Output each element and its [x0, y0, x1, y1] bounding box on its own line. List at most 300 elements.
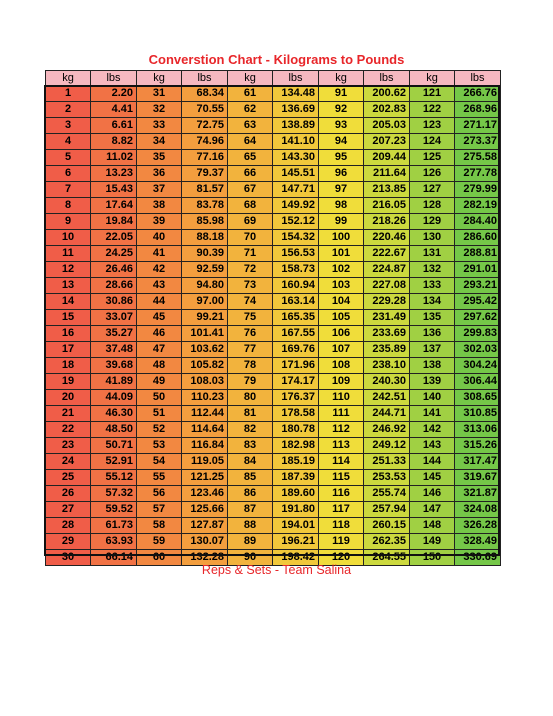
kg-cell: 49 — [137, 374, 182, 390]
lbs-cell: 279.99 — [455, 182, 501, 198]
table-row — [46, 374, 501, 390]
table-row — [46, 150, 501, 166]
lbs-cell: 97.00 — [182, 294, 228, 310]
kg-cell: 142 — [410, 422, 455, 438]
lbs-cell: 149.92 — [273, 198, 319, 214]
kg-cell: 88 — [228, 518, 273, 534]
kg-cell: 101 — [319, 246, 364, 262]
lbs-cell: 306.44 — [455, 374, 501, 390]
kg-cell: 85 — [228, 470, 273, 486]
kg-cell: 47 — [137, 342, 182, 358]
lbs-cell: 182.98 — [273, 438, 319, 454]
kg-cell: 35 — [137, 150, 182, 166]
kg-cell: 26 — [46, 486, 91, 502]
lbs-cell: 125.66 — [182, 502, 228, 518]
lbs-cell: 158.73 — [273, 262, 319, 278]
lbs-cell: 227.08 — [364, 278, 410, 294]
lbs-cell: 112.44 — [182, 406, 228, 422]
kg-cell: 145 — [410, 470, 455, 486]
lbs-cell: 160.94 — [273, 278, 319, 294]
lbs-cell: 317.47 — [455, 454, 501, 470]
kg-cell: 73 — [228, 278, 273, 294]
kg-cell: 138 — [410, 358, 455, 374]
lbs-cell: 50.71 — [91, 438, 137, 454]
lbs-cell: 163.14 — [273, 294, 319, 310]
lbs-cell: 180.78 — [273, 422, 319, 438]
lbs-cell: 315.26 — [455, 438, 501, 454]
table-row — [46, 86, 501, 102]
kg-cell: 135 — [410, 310, 455, 326]
lbs-cell: 198.42 — [273, 550, 319, 566]
lbs-cell: 13.23 — [91, 166, 137, 182]
kg-cell: 120 — [319, 550, 364, 566]
kg-cell: 97 — [319, 182, 364, 198]
lbs-cell: 136.69 — [273, 102, 319, 118]
kg-cell: 129 — [410, 214, 455, 230]
lbs-cell: 154.32 — [273, 230, 319, 246]
table-row — [46, 438, 501, 454]
column-header-lbs: lbs — [182, 71, 228, 86]
lbs-cell: 66.14 — [91, 550, 137, 566]
kg-cell: 13 — [46, 278, 91, 294]
kg-cell: 102 — [319, 262, 364, 278]
column-header-lbs: lbs — [455, 71, 501, 86]
lbs-cell: 19.84 — [91, 214, 137, 230]
kg-cell: 87 — [228, 502, 273, 518]
lbs-cell: 275.58 — [455, 150, 501, 166]
footer-credit: Reps & Sets - Team Salina — [201, 563, 352, 577]
kg-cell: 96 — [319, 166, 364, 182]
lbs-cell: 121.25 — [182, 470, 228, 486]
kg-cell: 72 — [228, 262, 273, 278]
kg-cell: 71 — [228, 246, 273, 262]
kg-cell: 126 — [410, 166, 455, 182]
lbs-cell: 229.28 — [364, 294, 410, 310]
kg-cell: 58 — [137, 518, 182, 534]
kg-cell: 63 — [228, 118, 273, 134]
kg-cell: 92 — [319, 102, 364, 118]
lbs-cell: 262.35 — [364, 534, 410, 550]
lbs-cell: 273.37 — [455, 134, 501, 150]
lbs-cell: 41.89 — [91, 374, 137, 390]
lbs-cell: 28.66 — [91, 278, 137, 294]
table-row — [46, 470, 501, 486]
kg-cell: 65 — [228, 150, 273, 166]
kg-cell: 108 — [319, 358, 364, 374]
kg-cell: 89 — [228, 534, 273, 550]
table-row — [46, 518, 501, 534]
lbs-cell: 145.51 — [273, 166, 319, 182]
kg-cell: 81 — [228, 406, 273, 422]
kg-cell: 5 — [46, 150, 91, 166]
kg-cell: 57 — [137, 502, 182, 518]
lbs-cell: 200.62 — [364, 86, 410, 102]
kg-cell: 15 — [46, 310, 91, 326]
lbs-cell: 209.44 — [364, 150, 410, 166]
lbs-cell: 63.93 — [91, 534, 137, 550]
kg-cell: 95 — [319, 150, 364, 166]
lbs-cell: 319.67 — [455, 470, 501, 486]
table-row — [46, 310, 501, 326]
kg-cell: 116 — [319, 486, 364, 502]
kg-cell: 56 — [137, 486, 182, 502]
lbs-cell: 59.52 — [91, 502, 137, 518]
kg-cell: 148 — [410, 518, 455, 534]
lbs-cell: 94.80 — [182, 278, 228, 294]
kg-cell: 143 — [410, 438, 455, 454]
kg-cell: 131 — [410, 246, 455, 262]
kg-cell: 28 — [46, 518, 91, 534]
lbs-cell: 52.91 — [91, 454, 137, 470]
kg-cell: 42 — [137, 262, 182, 278]
kg-cell: 62 — [228, 102, 273, 118]
lbs-cell: 235.89 — [364, 342, 410, 358]
kg-cell: 132 — [410, 262, 455, 278]
lbs-cell: 238.10 — [364, 358, 410, 374]
kg-cell: 118 — [319, 518, 364, 534]
lbs-cell: 224.87 — [364, 262, 410, 278]
lbs-cell: 61.73 — [91, 518, 137, 534]
kg-cell: 37 — [137, 182, 182, 198]
kg-cell: 7 — [46, 182, 91, 198]
kg-cell: 44 — [137, 294, 182, 310]
kg-cell: 10 — [46, 230, 91, 246]
lbs-cell: 218.26 — [364, 214, 410, 230]
table-row — [46, 422, 501, 438]
kg-cell: 19 — [46, 374, 91, 390]
table-row — [46, 502, 501, 518]
lbs-cell: 103.62 — [182, 342, 228, 358]
kg-cell: 2 — [46, 102, 91, 118]
kg-cell: 123 — [410, 118, 455, 134]
lbs-cell: 171.96 — [273, 358, 319, 374]
lbs-cell: 176.37 — [273, 390, 319, 406]
kg-cell: 80 — [228, 390, 273, 406]
kg-cell: 46 — [137, 326, 182, 342]
table-body — [46, 86, 501, 566]
table-row — [46, 342, 501, 358]
kg-cell: 115 — [319, 470, 364, 486]
kg-cell: 112 — [319, 422, 364, 438]
lbs-cell: 119.05 — [182, 454, 228, 470]
table-row — [46, 214, 501, 230]
lbs-cell: 222.67 — [364, 246, 410, 262]
kg-cell: 98 — [319, 198, 364, 214]
lbs-cell: 72.75 — [182, 118, 228, 134]
kg-cell: 32 — [137, 102, 182, 118]
table-row — [46, 230, 501, 246]
column-header-kg: kg — [410, 71, 455, 86]
lbs-cell: 189.60 — [273, 486, 319, 502]
kg-cell: 16 — [46, 326, 91, 342]
kg-cell: 104 — [319, 294, 364, 310]
kg-cell: 77 — [228, 342, 273, 358]
kg-cell: 149 — [410, 534, 455, 550]
kg-cell: 12 — [46, 262, 91, 278]
lbs-cell: 2.20 — [91, 86, 137, 102]
lbs-cell: 288.81 — [455, 246, 501, 262]
kg-cell: 30 — [46, 550, 91, 566]
lbs-cell: 324.08 — [455, 502, 501, 518]
lbs-cell: 202.83 — [364, 102, 410, 118]
lbs-cell: 70.55 — [182, 102, 228, 118]
kg-cell: 141 — [410, 406, 455, 422]
kg-cell: 29 — [46, 534, 91, 550]
lbs-cell: 293.21 — [455, 278, 501, 294]
lbs-cell: 216.05 — [364, 198, 410, 214]
lbs-cell: 24.25 — [91, 246, 137, 262]
column-header-lbs: lbs — [91, 71, 137, 86]
conversion-table — [45, 70, 501, 566]
kg-cell: 91 — [319, 86, 364, 102]
table-row — [46, 262, 501, 278]
kg-cell: 39 — [137, 214, 182, 230]
kg-cell: 31 — [137, 86, 182, 102]
kg-cell: 113 — [319, 438, 364, 454]
lbs-cell: 167.55 — [273, 326, 319, 342]
lbs-cell: 284.40 — [455, 214, 501, 230]
kg-cell: 75 — [228, 310, 273, 326]
kg-cell: 52 — [137, 422, 182, 438]
kg-cell: 40 — [137, 230, 182, 246]
kg-cell: 121 — [410, 86, 455, 102]
kg-cell: 67 — [228, 182, 273, 198]
lbs-cell: 271.17 — [455, 118, 501, 134]
kg-cell: 94 — [319, 134, 364, 150]
kg-cell: 27 — [46, 502, 91, 518]
lbs-cell: 233.69 — [364, 326, 410, 342]
kg-cell: 93 — [319, 118, 364, 134]
kg-cell: 36 — [137, 166, 182, 182]
lbs-cell: 266.76 — [455, 86, 501, 102]
table-header-row — [46, 71, 501, 86]
lbs-cell: 260.15 — [364, 518, 410, 534]
lbs-cell: 326.28 — [455, 518, 501, 534]
lbs-cell: 231.49 — [364, 310, 410, 326]
kg-cell: 68 — [228, 198, 273, 214]
kg-cell: 34 — [137, 134, 182, 150]
kg-cell: 137 — [410, 342, 455, 358]
column-header-kg: kg — [46, 71, 91, 86]
table-row — [46, 166, 501, 182]
lbs-cell: 242.51 — [364, 390, 410, 406]
kg-cell: 9 — [46, 214, 91, 230]
lbs-cell: 152.12 — [273, 214, 319, 230]
lbs-cell: 165.35 — [273, 310, 319, 326]
kg-cell: 54 — [137, 454, 182, 470]
kg-cell: 130 — [410, 230, 455, 246]
table-row — [46, 182, 501, 198]
page-title: Converstion Chart - Kilograms to Pounds — [148, 52, 405, 67]
lbs-cell: 81.57 — [182, 182, 228, 198]
kg-cell: 139 — [410, 374, 455, 390]
kg-cell: 61 — [228, 86, 273, 102]
lbs-cell: 328.49 — [455, 534, 501, 550]
table-row — [46, 118, 501, 134]
lbs-cell: 138.89 — [273, 118, 319, 134]
lbs-cell: 114.64 — [182, 422, 228, 438]
kg-cell: 134 — [410, 294, 455, 310]
kg-cell: 38 — [137, 198, 182, 214]
lbs-cell: 143.30 — [273, 150, 319, 166]
lbs-cell: 169.76 — [273, 342, 319, 358]
table-row — [46, 246, 501, 262]
lbs-cell: 211.64 — [364, 166, 410, 182]
kg-cell: 128 — [410, 198, 455, 214]
kg-cell: 90 — [228, 550, 273, 566]
lbs-cell: 330.69 — [455, 550, 501, 566]
lbs-cell: 308.65 — [455, 390, 501, 406]
lbs-cell: 90.39 — [182, 246, 228, 262]
kg-cell: 50 — [137, 390, 182, 406]
kg-cell: 74 — [228, 294, 273, 310]
lbs-cell: 246.92 — [364, 422, 410, 438]
kg-cell: 125 — [410, 150, 455, 166]
kg-cell: 45 — [137, 310, 182, 326]
kg-cell: 99 — [319, 214, 364, 230]
kg-cell: 17 — [46, 342, 91, 358]
lbs-cell: 11.02 — [91, 150, 137, 166]
lbs-cell: 213.85 — [364, 182, 410, 198]
lbs-cell: 156.53 — [273, 246, 319, 262]
kg-cell: 82 — [228, 422, 273, 438]
kg-cell: 14 — [46, 294, 91, 310]
lbs-cell: 321.87 — [455, 486, 501, 502]
lbs-cell: 48.50 — [91, 422, 137, 438]
kg-cell: 140 — [410, 390, 455, 406]
lbs-cell: 127.87 — [182, 518, 228, 534]
table-row — [46, 278, 501, 294]
kg-cell: 106 — [319, 326, 364, 342]
kg-cell: 109 — [319, 374, 364, 390]
kg-cell: 69 — [228, 214, 273, 230]
lbs-cell: 105.82 — [182, 358, 228, 374]
kg-cell: 144 — [410, 454, 455, 470]
lbs-cell: 74.96 — [182, 134, 228, 150]
kg-cell: 76 — [228, 326, 273, 342]
kg-cell: 18 — [46, 358, 91, 374]
kg-cell: 117 — [319, 502, 364, 518]
lbs-cell: 264.55 — [364, 550, 410, 566]
kg-cell: 24 — [46, 454, 91, 470]
kg-cell: 53 — [137, 438, 182, 454]
lbs-cell: 191.80 — [273, 502, 319, 518]
lbs-cell: 15.43 — [91, 182, 137, 198]
table-row — [46, 102, 501, 118]
lbs-cell: 55.12 — [91, 470, 137, 486]
lbs-cell: 282.19 — [455, 198, 501, 214]
kg-cell: 66 — [228, 166, 273, 182]
lbs-cell: 68.34 — [182, 86, 228, 102]
lbs-cell: 130.07 — [182, 534, 228, 550]
kg-cell: 133 — [410, 278, 455, 294]
kg-cell: 103 — [319, 278, 364, 294]
lbs-cell: 302.03 — [455, 342, 501, 358]
lbs-cell: 85.98 — [182, 214, 228, 230]
kg-cell: 70 — [228, 230, 273, 246]
table-row — [46, 294, 501, 310]
kg-cell: 150 — [410, 550, 455, 566]
kg-cell: 1 — [46, 86, 91, 102]
lbs-cell: 39.68 — [91, 358, 137, 374]
lbs-cell: 253.53 — [364, 470, 410, 486]
lbs-cell: 313.06 — [455, 422, 501, 438]
lbs-cell: 268.96 — [455, 102, 501, 118]
lbs-cell: 244.71 — [364, 406, 410, 422]
lbs-cell: 257.94 — [364, 502, 410, 518]
lbs-cell: 207.23 — [364, 134, 410, 150]
lbs-cell: 77.16 — [182, 150, 228, 166]
lbs-cell: 92.59 — [182, 262, 228, 278]
table-row — [46, 326, 501, 342]
lbs-cell: 33.07 — [91, 310, 137, 326]
kg-cell: 124 — [410, 134, 455, 150]
kg-cell: 11 — [46, 246, 91, 262]
kg-cell: 60 — [137, 550, 182, 566]
kg-cell: 21 — [46, 406, 91, 422]
lbs-cell: 255.74 — [364, 486, 410, 502]
lbs-cell: 8.82 — [91, 134, 137, 150]
column-header-kg: kg — [319, 71, 364, 86]
kg-cell: 55 — [137, 470, 182, 486]
kg-cell: 105 — [319, 310, 364, 326]
lbs-cell: 251.33 — [364, 454, 410, 470]
lbs-cell: 88.18 — [182, 230, 228, 246]
lbs-cell: 205.03 — [364, 118, 410, 134]
lbs-cell: 220.46 — [364, 230, 410, 246]
kg-cell: 79 — [228, 374, 273, 390]
table-row — [46, 486, 501, 502]
lbs-cell: 295.42 — [455, 294, 501, 310]
lbs-cell: 6.61 — [91, 118, 137, 134]
kg-cell: 20 — [46, 390, 91, 406]
lbs-cell: 22.05 — [91, 230, 137, 246]
lbs-cell: 116.84 — [182, 438, 228, 454]
lbs-cell: 123.46 — [182, 486, 228, 502]
lbs-cell: 83.78 — [182, 198, 228, 214]
lbs-cell: 240.30 — [364, 374, 410, 390]
kg-cell: 59 — [137, 534, 182, 550]
kg-cell: 83 — [228, 438, 273, 454]
kg-cell: 23 — [46, 438, 91, 454]
kg-cell: 100 — [319, 230, 364, 246]
column-header-kg: kg — [137, 71, 182, 86]
kg-cell: 3 — [46, 118, 91, 134]
table-row — [46, 134, 501, 150]
lbs-cell: 4.41 — [91, 102, 137, 118]
kg-cell: 114 — [319, 454, 364, 470]
lbs-cell: 297.62 — [455, 310, 501, 326]
kg-cell: 51 — [137, 406, 182, 422]
kg-cell: 8 — [46, 198, 91, 214]
lbs-cell: 277.78 — [455, 166, 501, 182]
kg-cell: 147 — [410, 502, 455, 518]
lbs-cell: 187.39 — [273, 470, 319, 486]
lbs-cell: 46.30 — [91, 406, 137, 422]
lbs-cell: 101.41 — [182, 326, 228, 342]
lbs-cell: 286.60 — [455, 230, 501, 246]
kg-cell: 86 — [228, 486, 273, 502]
column-header-lbs: lbs — [364, 71, 410, 86]
column-header-kg: kg — [228, 71, 273, 86]
table-row — [46, 390, 501, 406]
kg-cell: 122 — [410, 102, 455, 118]
lbs-cell: 44.09 — [91, 390, 137, 406]
lbs-cell: 141.10 — [273, 134, 319, 150]
kg-cell: 119 — [319, 534, 364, 550]
kg-cell: 43 — [137, 278, 182, 294]
lbs-cell: 299.83 — [455, 326, 501, 342]
